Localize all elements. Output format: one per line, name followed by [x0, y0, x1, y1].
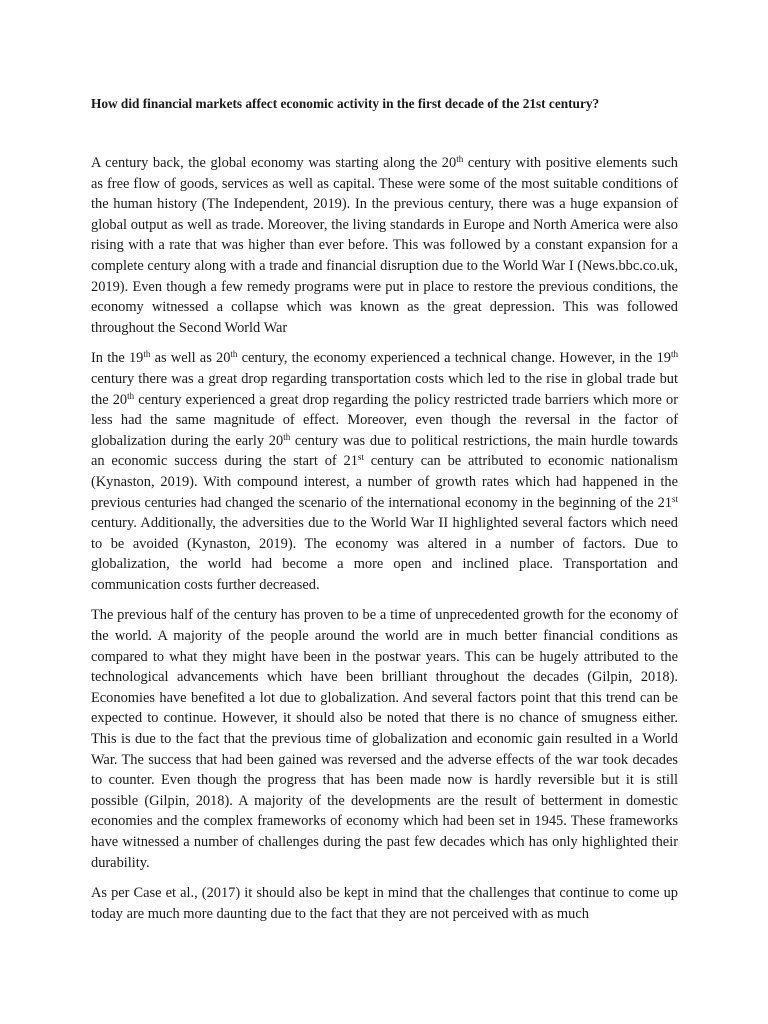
superscript: th — [127, 390, 135, 401]
paragraph-2-text: as well as 20 — [150, 350, 231, 367]
superscript: th — [143, 349, 151, 360]
superscript: th — [283, 431, 291, 442]
document-page — [91, 95, 678, 924]
document-title: How did financial markets affect economic activity in the first decade of the 21st century? — [91, 96, 600, 111]
superscript: th — [671, 349, 679, 360]
superscript: th — [456, 154, 464, 164]
paragraph-2-text: century. Additionally, the adversities due to the World War II highlighted several factors which need to be avoided (Kynaston, 2019). The economy was altered in a number of factors. Due to globalization, the world had become a more open and inclined place. Transportation and communication costs further decreased. — [91, 515, 678, 593]
paragraph-2-text: century experienced a great drop regarding the policy restricted trade barriers which more or less had the same magnitude of effect. Moreover, even though the reversal in the factor of globalization during the early 20 — [91, 391, 678, 449]
paragraph-1-text: A century back, the global economy was starting along the 20 — [91, 155, 457, 171]
paragraph-1-text: century with positive elements such as free flow of goods, services as well as capital. These were some of the most suitable conditions of the human history (The Independent, 2019). In the previous century, there was a huge expansion of global output as well as trade. Moreover, the living standards in Europe and North America were also rising with a rate that was higher than ever before. This was followed by a constant expansion for a complete century along with a trade and financial disruption due to the World War I (News.bbc.co.uk, 2019). Even though a few remedy programs were put in place to restore the previous conditions, the economy witnessed a collapse which was known as the great depression. This was followed throughout the Second World War — [91, 155, 678, 336]
superscript: th — [230, 349, 238, 360]
paragraph-2 — [91, 348, 678, 595]
superscript: st — [357, 452, 364, 463]
paragraph-4: As per Case et al., (2017) it should also be kept in mind that the challenges that continue to come up today are much more daunting due to the fact that they are not perceived with as much — [91, 885, 678, 922]
paragraph-2-text: century was due to political restrictions, the main hurdle towards an economic success during the start of 21 — [91, 432, 678, 470]
superscript: st — [671, 493, 678, 504]
paragraph-3: The previous half of the century has proven to be a time of unprecedented growth for the economy of the world. A majority of the people around the world are in much better financial conditions as compared to what they might have been in the postwar years. This can be hugely attributed to the technological advancements which have been brilliant throughout the decades (Gilpin, 2018). Economies have benefited a lot due to globalization. And several factors point that this trend can be expected to continue. However, it should also be noted that there is no chance of smugness either. This is due to the fact that the previous time of globalization and economic gain resulted in a World War. The success that had been gained was reversed and the adverse effects of the war took decades to counter. Even though the progress that has been made now is hardly reversible but it is still possible (Gilpin, 2018). A majority of the developments are the result of betterment in domestic economies and the complex frameworks of economy which had been set in 1945. These frameworks have witnessed a number of challenges during the past few decades which has only highlighted their durability. — [91, 607, 678, 871]
paragraph-2-text: century, the economy experienced a technical change. However, in the 19 — [237, 350, 671, 367]
paragraph-2-text: century there was a great drop regarding transportation costs which led to the rise in global trade but the 20 — [91, 370, 678, 408]
paragraph-1 — [91, 153, 678, 338]
paragraph-2-text: In the 19 — [91, 350, 144, 367]
paragraph-2-text: century can be attributed to economic nationalism (Kynaston, 2019). With compound interest, a number of growth rates which had happened in the previous centuries had changed the scenario of the international economy in the beginning of the 21 — [91, 453, 678, 511]
